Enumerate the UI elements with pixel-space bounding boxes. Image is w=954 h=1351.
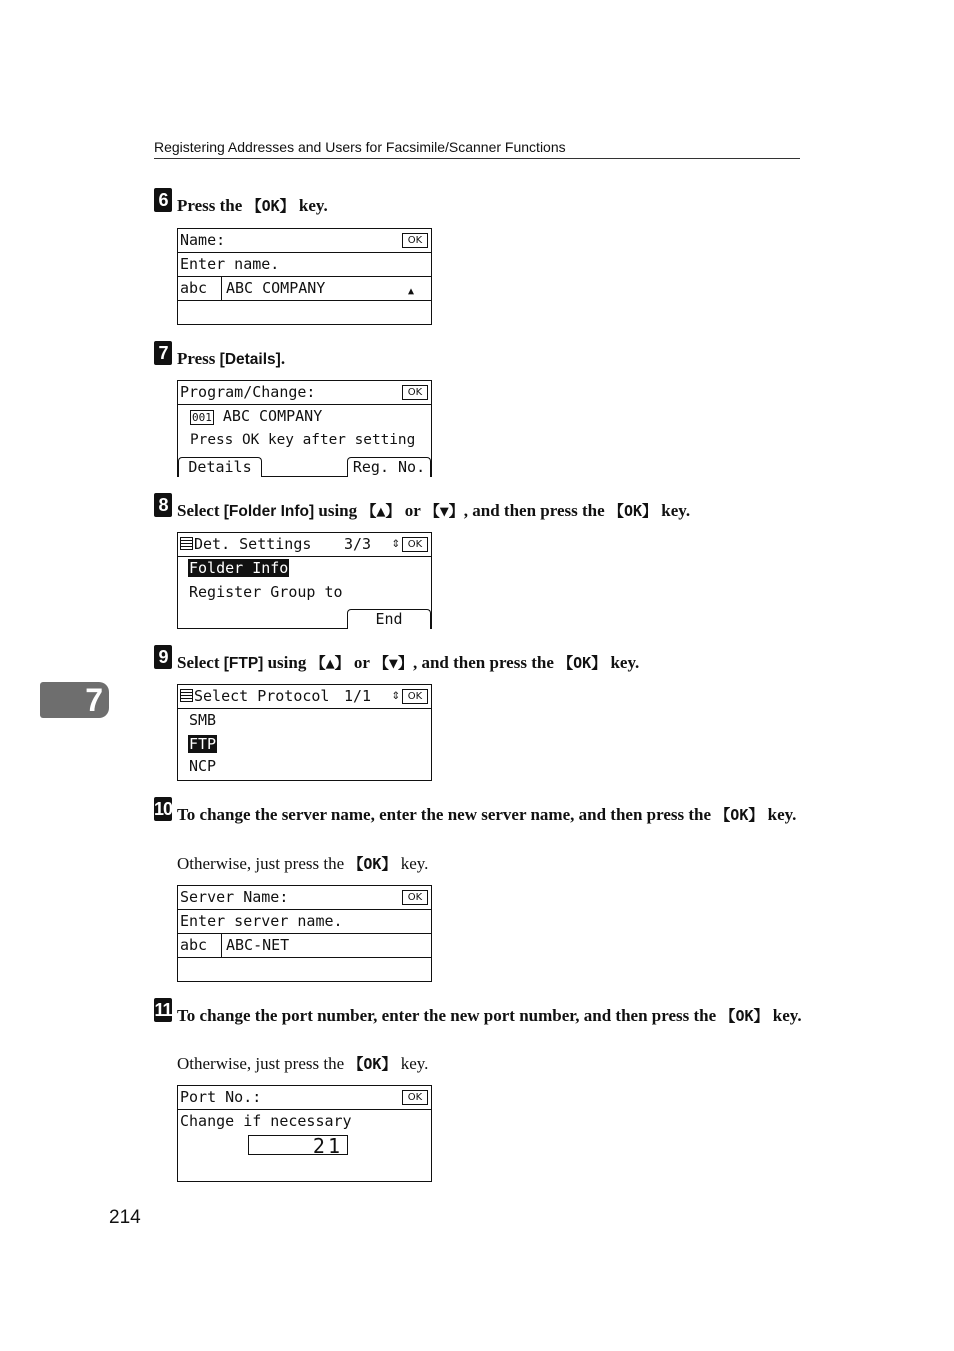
step-10 — [154, 797, 804, 826]
lcd-select-protocol-screen — [177, 684, 432, 781]
running-header: Registering Addresses and Users for Facsimile/Scanner Functions — [154, 139, 566, 155]
ok-icon: OK — [402, 233, 428, 248]
step-instruction: Select [FTP] using 【▲】 or 【▼】, and then press the 【OK】 key. — [177, 653, 640, 672]
chapter-number: 7 — [85, 682, 103, 718]
ok-key: 【OK】 — [348, 855, 397, 873]
option-smb[interactable]: SMB — [189, 711, 217, 729]
up-arrow-icon: ▲ — [408, 286, 415, 297]
option-ftp[interactable]: FTP — [189, 735, 217, 753]
screen-title: Name: — [180, 231, 226, 249]
screen-title: Port No.: — [180, 1088, 262, 1106]
step-9 — [154, 645, 804, 674]
up-key: 【▲】 — [361, 502, 401, 520]
name-field[interactable]: ABC COMPANY — [226, 279, 326, 297]
ok-key: 【OK】 — [348, 1055, 397, 1073]
screen-title: Program/Change: — [180, 383, 316, 401]
screen-title: Server Name: — [180, 888, 289, 906]
entry-name: ABC COMPANY — [222, 407, 323, 425]
menu-item-folder-info[interactable]: Folder Info — [189, 559, 289, 577]
ok-icon: OK — [402, 689, 428, 704]
ok-key: 【OK】 — [558, 654, 607, 672]
screen-prompt: Enter server name. — [180, 912, 343, 930]
step-6 — [154, 188, 804, 217]
lcd-program-change-screen — [177, 380, 432, 477]
page-indicator: 3/3 — [344, 535, 372, 553]
option-ncp[interactable]: NCP — [189, 757, 217, 775]
ok-icon: OK — [402, 890, 428, 905]
folder-info-ref: [Folder Info] — [223, 503, 315, 520]
ok-key: 【OK】 — [246, 197, 295, 215]
header-rule — [154, 158, 800, 159]
lcd-port-number-screen — [177, 1085, 432, 1182]
ok-key: 【OK】 — [715, 806, 764, 824]
reg-no-softkey[interactable]: Reg. No. — [347, 457, 431, 477]
up-key: 【▲】 — [310, 654, 350, 672]
server-name-field[interactable]: ABC-NET — [226, 936, 290, 954]
lcd-name-screen — [177, 228, 432, 325]
step-number: 9 — [154, 645, 172, 669]
list-icon — [180, 537, 193, 550]
screen-prompt: Change if necessary — [180, 1112, 352, 1130]
scroll-updown-icon: ⇕ — [391, 535, 400, 551]
step-7 — [154, 341, 804, 370]
step-instruction: Press the 【OK】 key. — [177, 196, 328, 215]
step-number: 8 — [154, 493, 172, 517]
step-instruction: To change the port number, enter the new port number, and then press the 【OK】 key. — [177, 1006, 802, 1025]
ok-key: 【OK】 — [720, 1007, 769, 1025]
step-instruction: To change the server name, enter the new server name, and then press the 【OK】 key. — [177, 805, 797, 824]
screen-title: Det. Settings — [194, 535, 312, 553]
screen-message: Press OK key after setting — [190, 432, 416, 448]
step-instruction: Select [Folder Info] using 【▲】 or 【▼】, and then press the 【OK】 key. — [177, 501, 691, 520]
input-mode: abc — [180, 936, 208, 954]
details-softkey[interactable]: Details — [178, 457, 262, 477]
down-key: 【▼】 — [424, 502, 464, 520]
step-note: Otherwise, just press the 【OK】 key. — [177, 854, 429, 873]
step-11 — [154, 998, 804, 1027]
page-number: 214 — [109, 1207, 141, 1228]
registration-number: 001 — [192, 411, 212, 424]
list-icon — [180, 689, 193, 702]
chapter-tab — [40, 682, 109, 718]
details-button-ref: [Details] — [219, 351, 281, 368]
step-instruction: Press [Details]. — [177, 349, 286, 368]
step-number: 10 — [154, 799, 172, 819]
screen-title: Select Protocol — [194, 687, 330, 705]
step-number: 7 — [154, 341, 172, 365]
ok-icon: OK — [402, 385, 428, 400]
step-number: 6 — [154, 188, 172, 212]
input-mode: abc — [180, 279, 208, 297]
step-8 — [154, 493, 804, 522]
menu-item-register-group[interactable]: Register Group to — [189, 583, 343, 601]
step-note: Otherwise, just press the 【OK】 key. — [177, 1054, 429, 1073]
scroll-updown-icon: ⇕ — [391, 687, 400, 703]
port-number-field[interactable]: 21 — [248, 1135, 348, 1155]
end-softkey[interactable]: End — [347, 609, 431, 629]
lcd-server-name-screen — [177, 885, 432, 982]
down-key: 【▼】 — [373, 654, 413, 672]
ok-icon: OK — [402, 1090, 428, 1105]
lcd-det-settings-screen — [177, 532, 432, 629]
screen-prompt: Enter name. — [180, 255, 280, 273]
step-number: 11 — [154, 1000, 172, 1020]
ftp-ref: [FTP] — [223, 655, 264, 672]
page-indicator: 1/1 — [344, 687, 372, 705]
ok-icon: OK — [402, 537, 428, 552]
ok-key: 【OK】 — [608, 502, 658, 520]
